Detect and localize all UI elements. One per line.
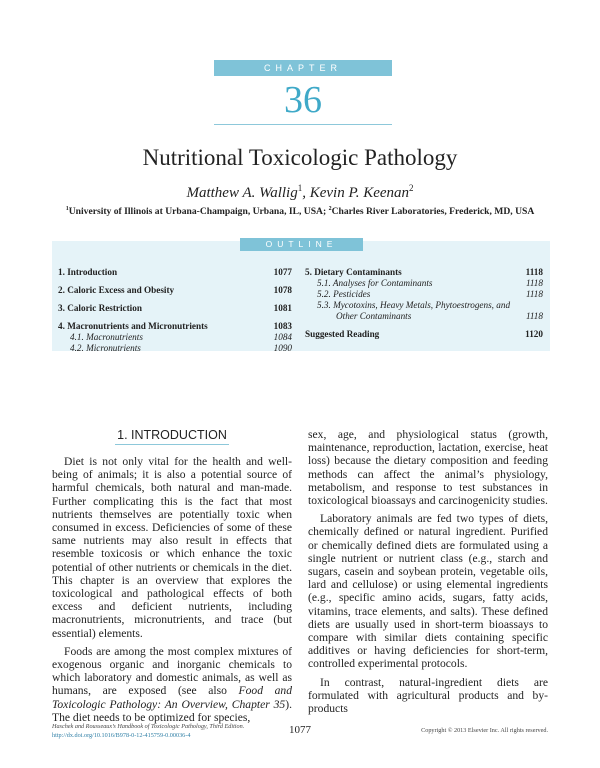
toc-entry[interactable]: 3. Caloric Restriction 1081 xyxy=(58,303,292,313)
affiliations xyxy=(0,203,600,218)
body-paragraph: Foods are among the most complex mixtures of exogenous organic and inorganic chemicals to which laboratory and domestic animals, as well as humans, are exposed (see also Food and Toxicologic Pathology: An Overview, Chapter 35). The diet needs to be optimized for species, xyxy=(52,644,292,724)
section-heading: 1. INTRODUCTION xyxy=(52,428,292,443)
outline-box xyxy=(52,241,550,351)
toc-entry[interactable]: 5. Dietary Contaminants 1118 xyxy=(305,267,543,277)
toc-subentry[interactable]: 5.2. Pesticides 1118 xyxy=(317,289,543,299)
doi-link[interactable]: http://dx.doi.org/10.1016/B978-0-12-415759-0.00036-4 xyxy=(52,732,191,739)
toc-entry[interactable]: 1. Introduction 1077 xyxy=(58,267,292,277)
copyright-notice: Copyright © 2013 Elsevier Inc. All rights reserved. xyxy=(421,727,548,734)
body-paragraph: Diet is not only vital for the health and well-being of animals; it is also a potential source of harmful chemicals, both natural and man-made. Further complicating this is the fact that most nutrients themselves are potentially toxic when consumed in excess. Deficiencies of some of these same nutrients may also result in effects that resemble toxicosis or which enhance the toxic potential of other nutrients or chemicals in the diet. This chapter is an overview that explores the toxicological and pathological effects of both excess and deficient nutrients, including macronutrients, micronutrients, and trace (but essential) elements. xyxy=(52,455,292,640)
body-column-left xyxy=(52,428,292,729)
affiliation-2: Charles River Laboratories, Frederick, MD, USA xyxy=(331,206,535,218)
page-number: 1077 xyxy=(289,724,311,736)
body-column-right xyxy=(308,428,548,720)
toc-entry[interactable]: 2. Caloric Excess and Obesity 1078 xyxy=(58,285,292,295)
chapter-reference[interactable]: Food and Toxicologic Pathology: An Overview, Chapter 35 xyxy=(52,684,292,711)
toc-subentry[interactable]: 4.2. Micronutrients 1090 xyxy=(70,343,292,353)
chapter-number: 36 xyxy=(284,79,322,121)
author-2: Kevin P. Keenan xyxy=(309,185,410,201)
affil-1-mark: 1 xyxy=(65,206,69,212)
toc-subentry[interactable]: 4.1. Macronutrients 1084 xyxy=(70,332,292,342)
chapter-label: CHAPTER xyxy=(214,60,392,76)
chapter-title: Nutritional Toxicologic Pathology xyxy=(142,145,458,170)
body-paragraph: Laboratory animals are fed two types of diets, chemically defined or natural ingredient. Purified or chemically defined diets are formulated using a single nutrient or nutrient class (e.g., starch and sugars, casein and soybean protein, vegetable oils, lard and cellulose) or using elemental ingredients (e.g., specific amino acids, sugars, fatty acids, vitamins, trace elements, and salts). These defined diets are usually used in short-term bioassays to compare with similar diets containing specific additives or having deficiencies for short-term, controlled experimental protocols. xyxy=(308,512,548,671)
author-1: Matthew A. Wallig xyxy=(186,185,298,201)
author-separator: , xyxy=(302,185,310,201)
toc-entry[interactable]: 4. Macronutrients and Micronutrients 1083 xyxy=(58,321,292,331)
body-paragraph: In contrast, natural-ingredient diets are formulated with agricultural products and by-products xyxy=(308,675,548,716)
toc-entry[interactable]: Suggested Reading 1120 xyxy=(305,329,543,339)
toc-subentry[interactable]: Other Contaminants 1118 xyxy=(336,311,543,321)
affil-2-mark: 2 xyxy=(328,206,332,212)
author-line xyxy=(0,178,600,203)
chapter-divider xyxy=(214,124,392,125)
affiliation-1: University of Illinois at Urbana-Champaign, Urbana, IL, USA; xyxy=(68,206,329,218)
author-2-affil-mark: 2 xyxy=(409,183,414,193)
toc-subentry[interactable]: 5.3. Mycotoxins, Heavy Metals, Phytoestrogens, and xyxy=(317,300,511,310)
book-citation xyxy=(52,722,282,740)
toc-subentry[interactable]: 5.1. Analyses for Contaminants 1118 xyxy=(317,278,543,288)
author-1-affil-mark: 1 xyxy=(297,183,303,193)
body-paragraph: sex, age, and physiological status (growth, maintenance, reproduction, lactation, exercise, heat loss) because the dietary composition and feeding methods can affect the animal’s physiology, metabolism, and response to test substances in toxicological bioassays and carcinogenicity studies. xyxy=(308,428,548,508)
outline-label: OUTLINE xyxy=(240,238,363,251)
book-title: Haschek and Rousseaux’s Handbook of Toxicologic Pathology, Third Edition. xyxy=(52,723,245,730)
